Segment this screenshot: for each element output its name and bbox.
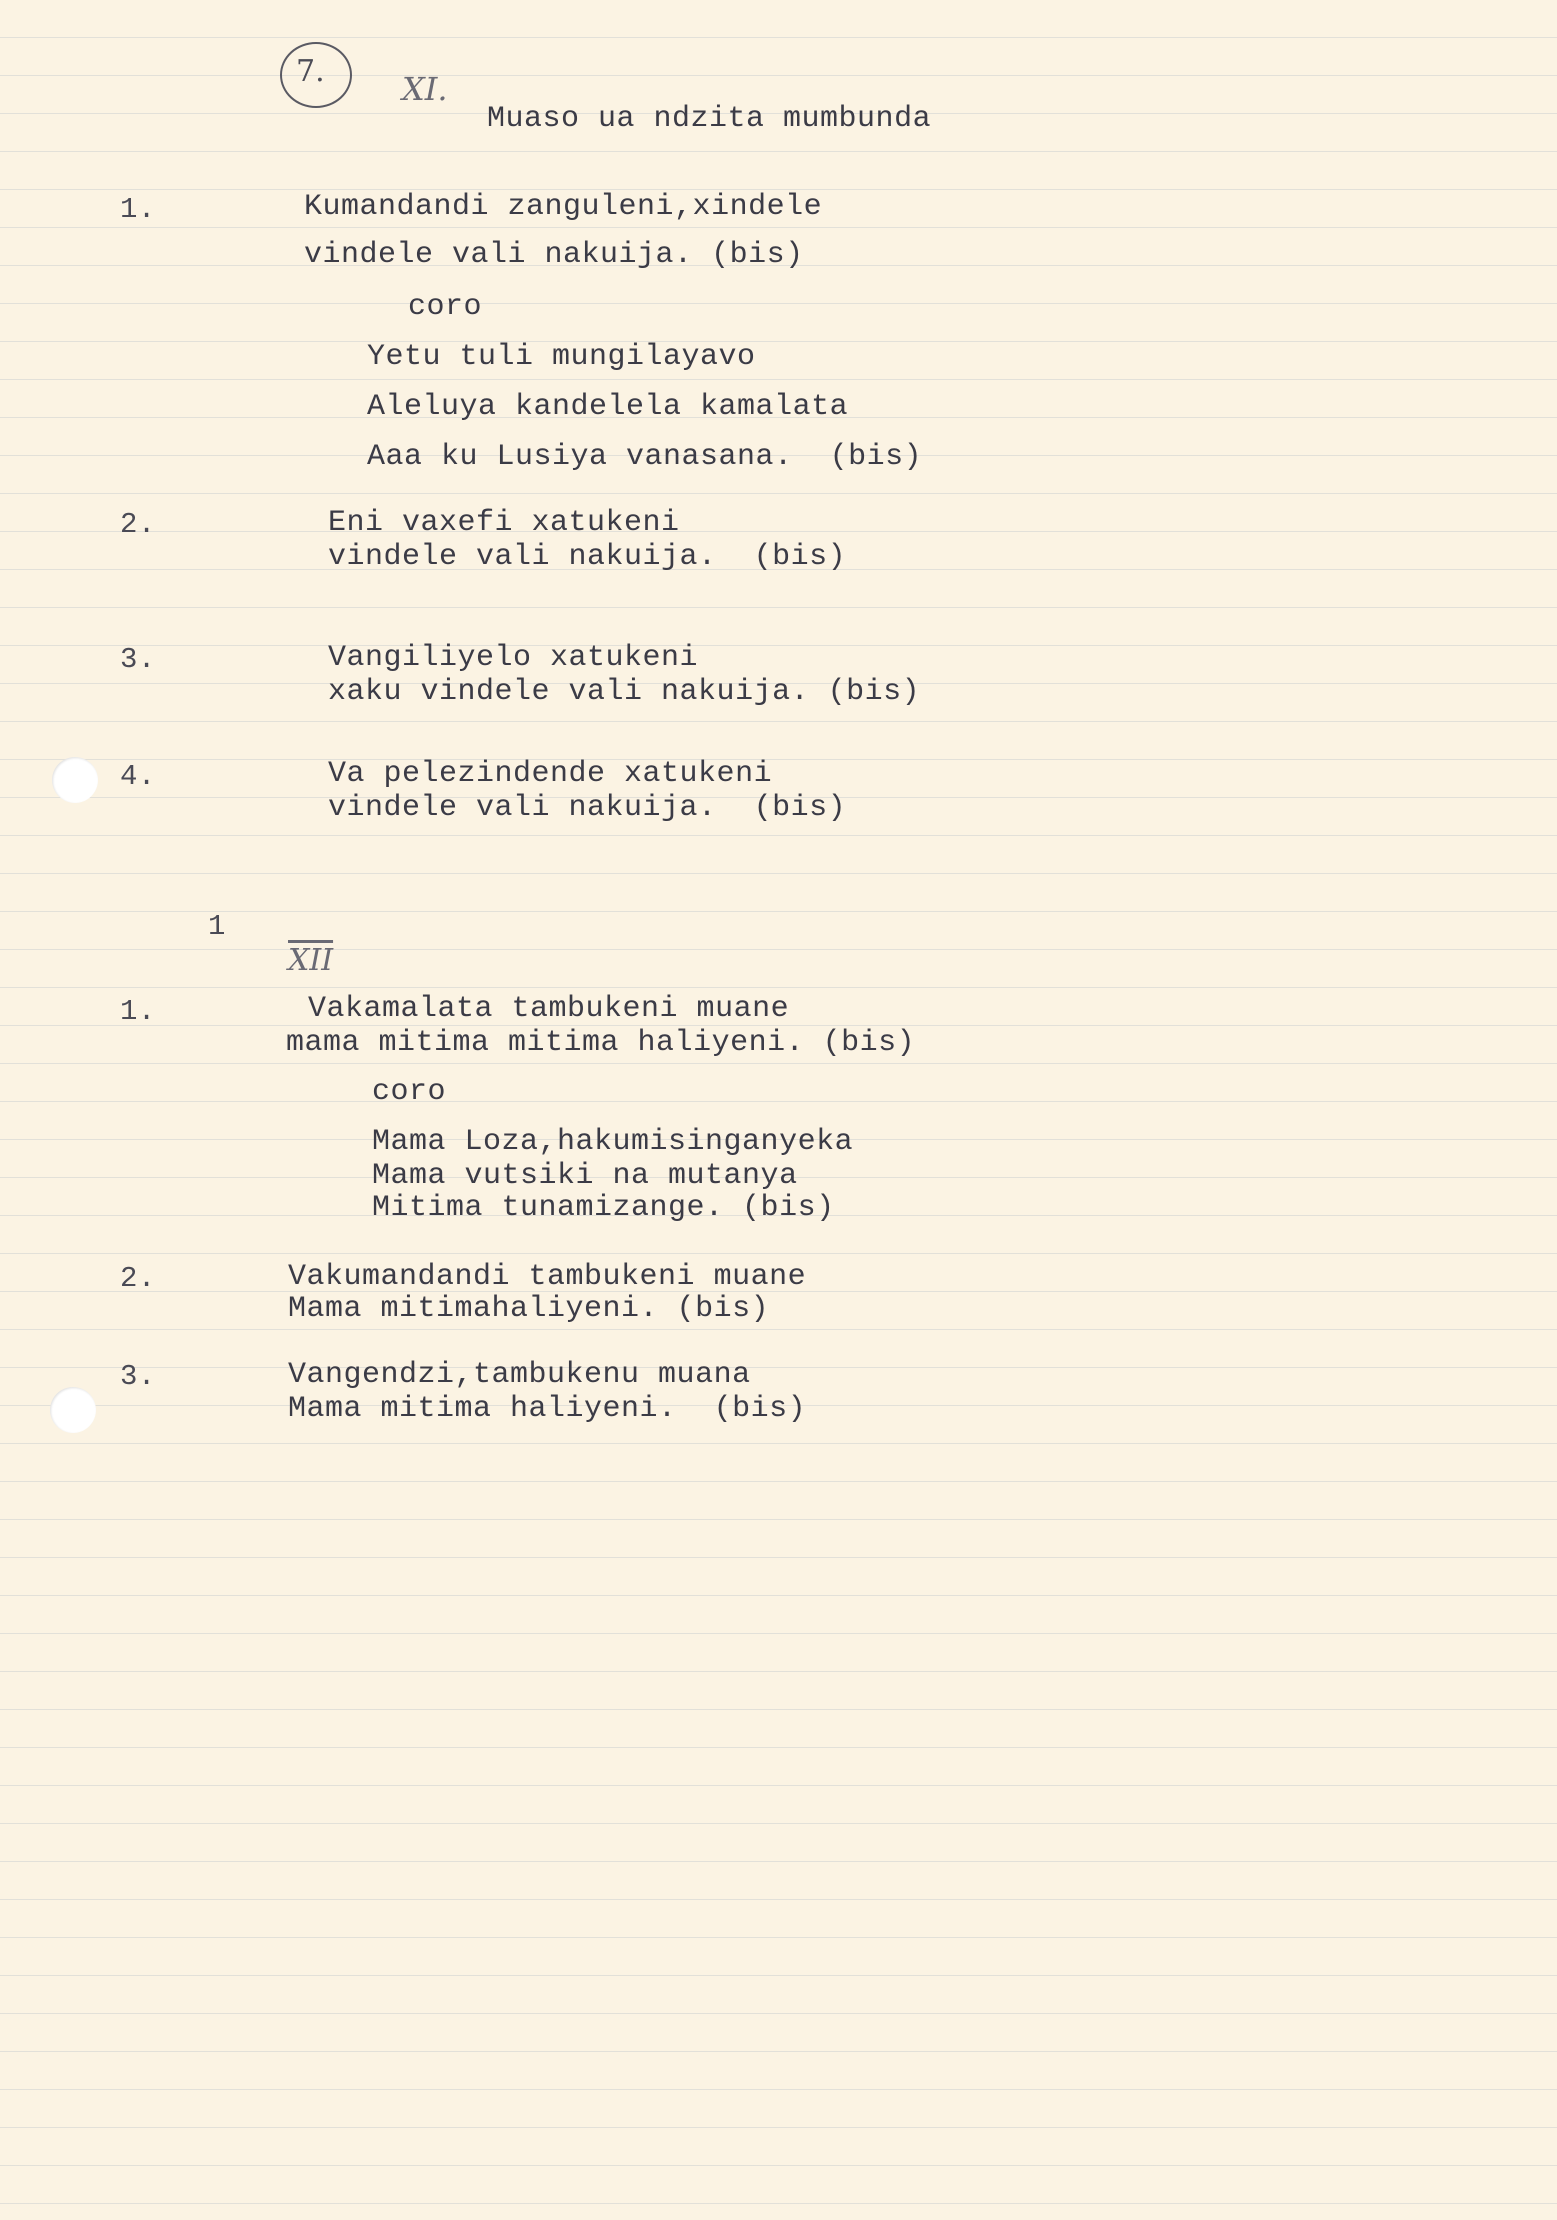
verse-line: Va pelezindende xatukeni: [328, 757, 773, 791]
verse-number: 2.: [120, 1262, 156, 1295]
coro-line: Aleluya kandelela kamalata: [367, 390, 849, 424]
coro-line: Aaa ku Lusiya vanasana. (bis): [367, 440, 923, 474]
verse-line: vindele vali nakuija. (bis): [304, 238, 804, 272]
verse-line: vindele vali nakuija. (bis): [328, 540, 847, 574]
verse-line: Vangendzi,tambukenu muana: [288, 1358, 751, 1392]
verse-line: Kumandandi zanguleni,xindele: [304, 190, 823, 224]
margin-number: 1: [208, 910, 226, 943]
verse-line: mama mitima mitima haliyeni. (bis): [286, 1026, 916, 1060]
coro-line: Mama vutsiki na mutanya: [372, 1159, 798, 1193]
roman-numeral-second: $\overline{XII}$: [288, 943, 334, 978]
verse-number: 4.: [120, 760, 156, 793]
verse-number: 3.: [120, 1360, 156, 1393]
page-number-circle: [280, 42, 352, 108]
verse-line: Vakamalata tambukeni muane: [308, 992, 790, 1026]
coro-line: Yetu tuli mungilayavo: [367, 340, 756, 374]
coro-line: Mama Loza,hakumisinganyeka: [372, 1125, 854, 1159]
page-number: 7.: [296, 54, 325, 89]
verse-line: Mama mitima haliyeni. (bis): [288, 1392, 807, 1426]
verse-line: Vangiliyelo xatukeni: [328, 641, 699, 675]
coro-line: Mitima tunamizange. (bis): [372, 1191, 835, 1225]
verse-number: 2.: [120, 508, 156, 541]
verse-line: xaku vindele vali nakuija. (bis): [328, 675, 921, 709]
verse-number: 1.: [120, 995, 156, 1028]
verse-number: 1.: [120, 193, 156, 226]
verse-line: Eni vaxefi xatukeni: [328, 506, 680, 540]
coro-label: coro: [372, 1075, 447, 1109]
verse-number: 3.: [120, 643, 156, 676]
coro-label: coro: [408, 290, 483, 324]
verse-line: Vakumandandi tambukeni muane: [288, 1260, 807, 1294]
punch-hole-top: [52, 757, 98, 803]
verse-line: vindele vali nakuija. (bis): [328, 791, 847, 825]
roman-numeral-top: XI.: [402, 70, 448, 108]
verse-line: Mama mitimahaliyeni. (bis): [288, 1292, 770, 1326]
page-title: Muaso ua ndzita mumbunda: [487, 102, 932, 136]
punch-hole-bottom: [50, 1387, 96, 1433]
